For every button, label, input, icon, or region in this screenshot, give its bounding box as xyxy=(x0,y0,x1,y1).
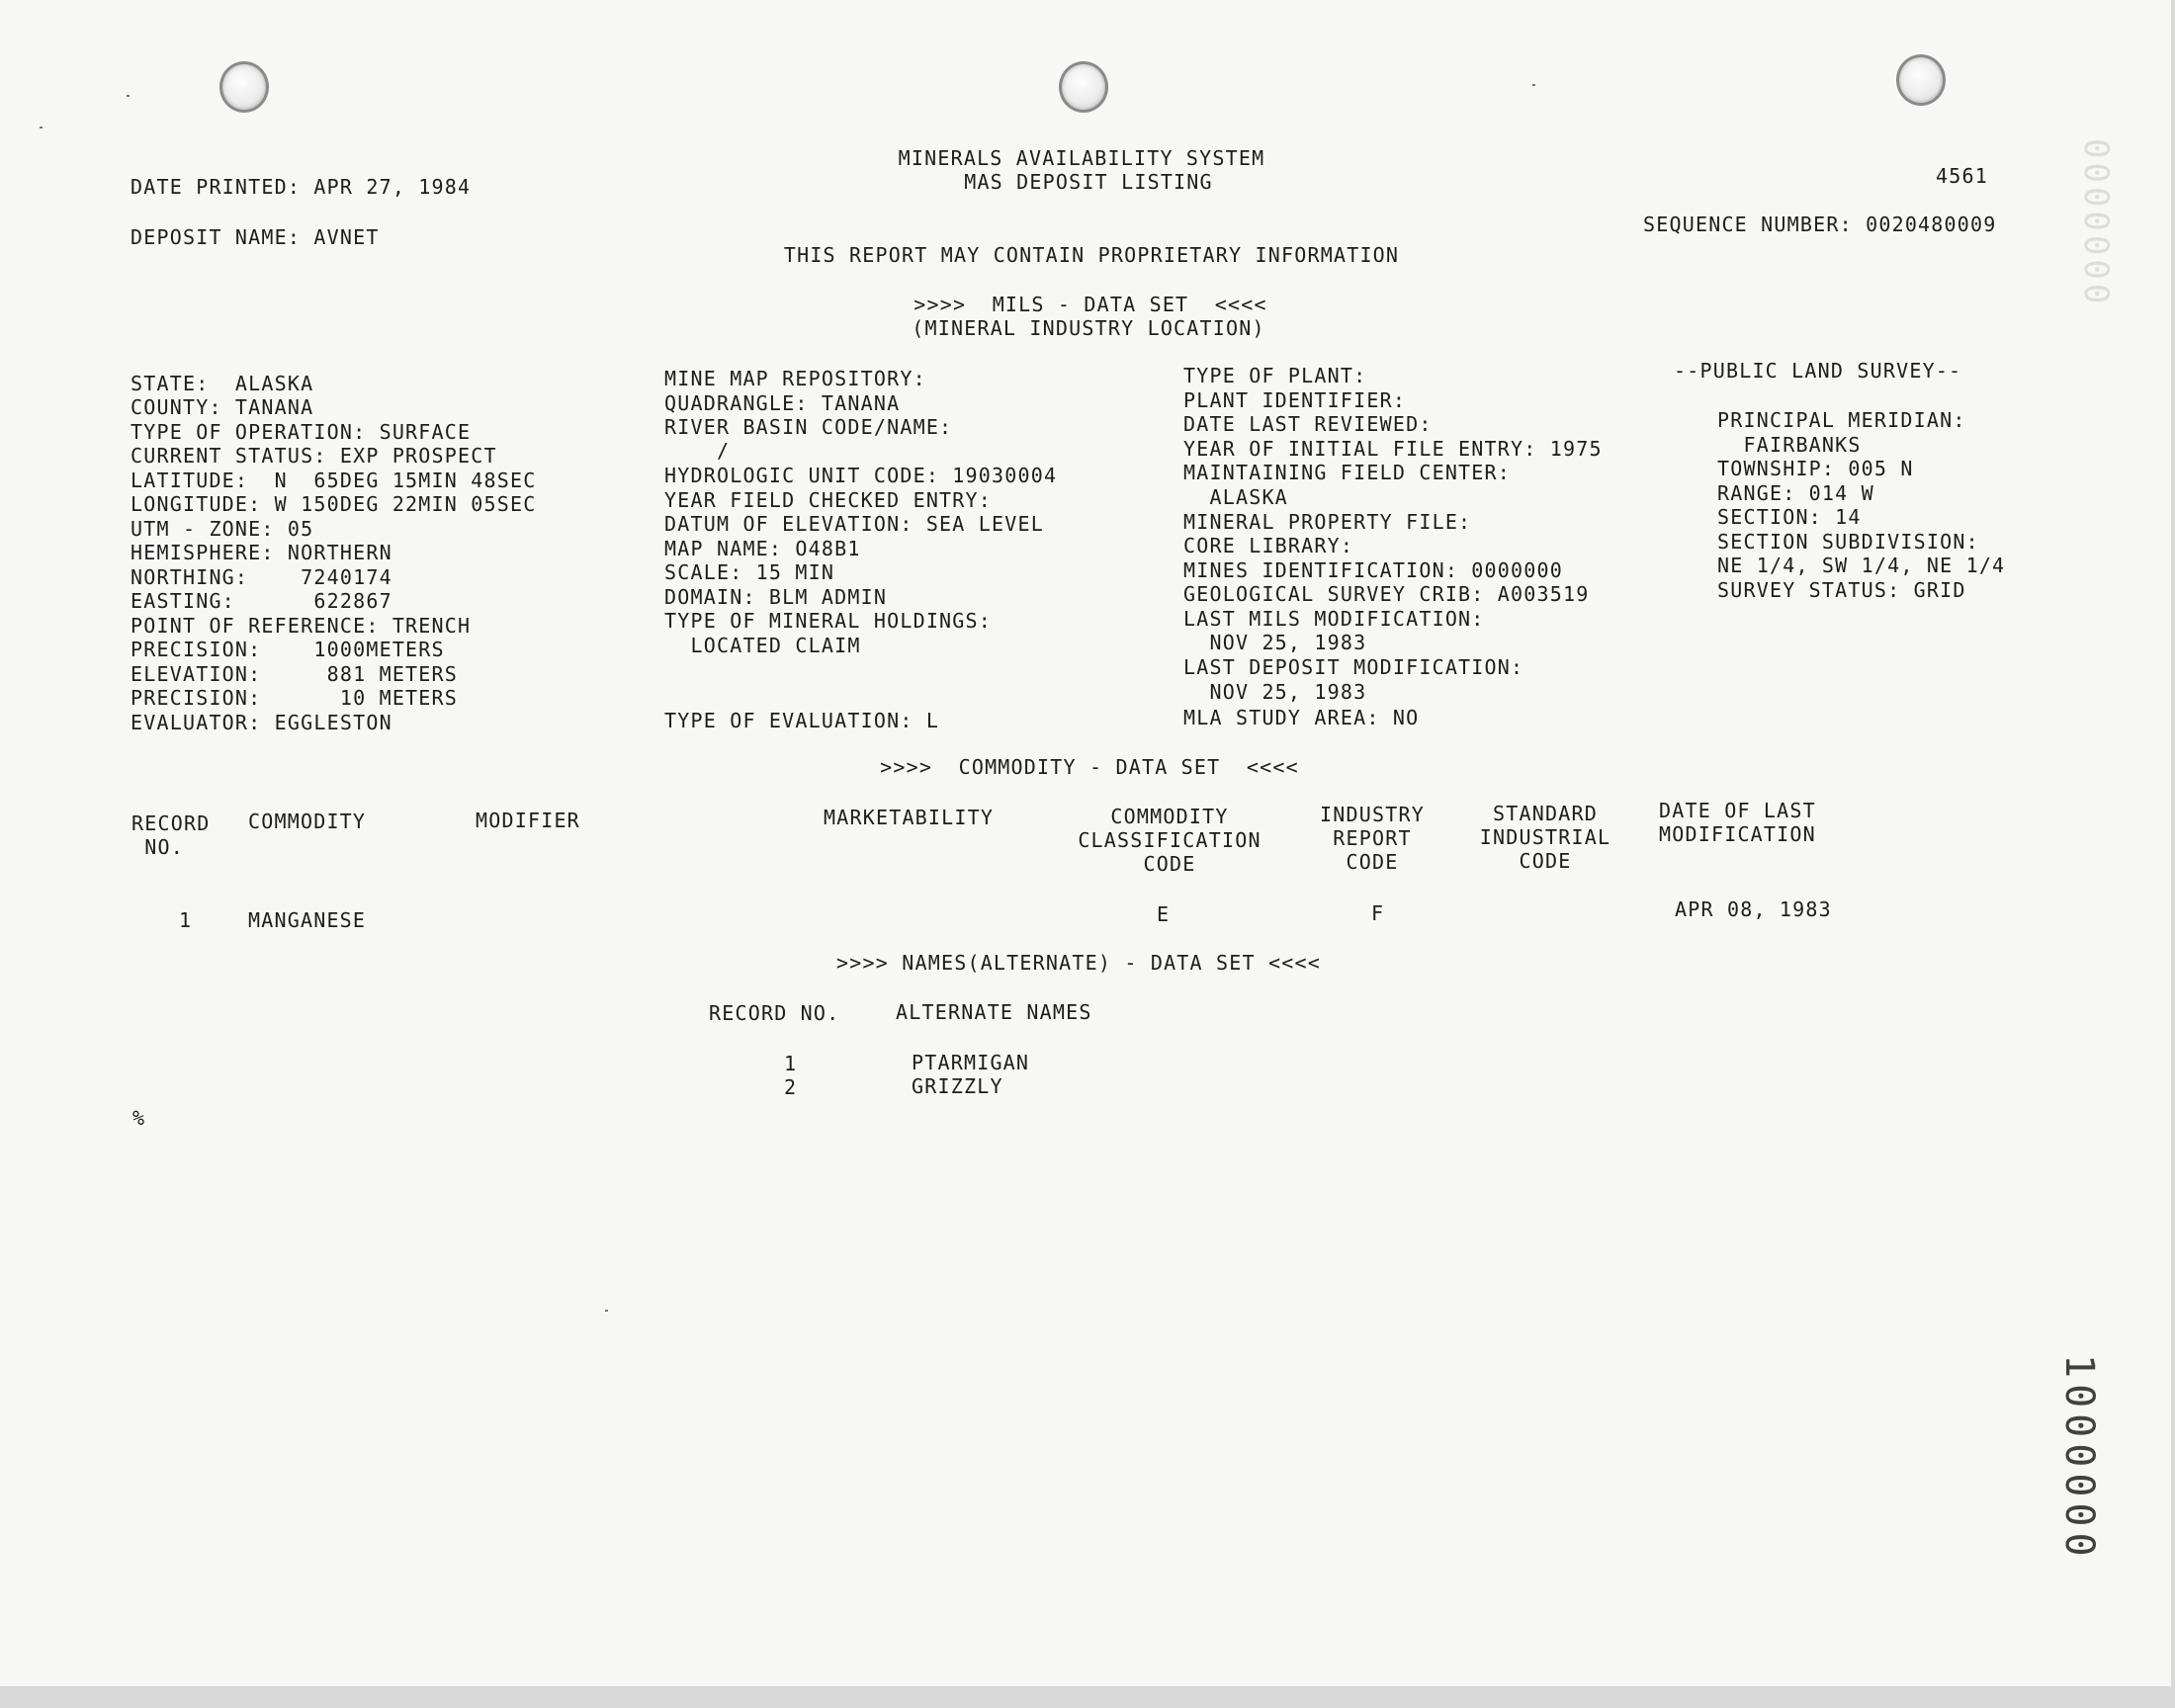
latitude: LATITUDE: N 65DEG 15MIN 48SEC xyxy=(130,469,537,492)
page-number: 4561 xyxy=(1936,164,1988,188)
point-of-reference: POINT OF REFERENCE: TRENCH xyxy=(130,614,472,638)
date-last-reviewed: DATE LAST REVIEWED: xyxy=(1183,412,1433,436)
quadrangle: QUADRANGLE: TANANA xyxy=(664,391,901,415)
mineral-holdings: TYPE OF MINERAL HOLDINGS: xyxy=(664,609,993,633)
section: SECTION: 14 xyxy=(1717,505,1862,529)
cell-industry: F xyxy=(1371,901,1385,925)
geological-survey-crib: GEOLOGICAL SURVEY CRIB: A003519 xyxy=(1183,582,1590,606)
punch-hole-left xyxy=(219,61,269,113)
maintaining-field-center: MAINTAINING FIELD CENTER: xyxy=(1183,461,1512,484)
deposit-name: DEPOSIT NAME: AVNET xyxy=(130,225,380,249)
river-basin-code: RIVER BASIN CODE/NAME: xyxy=(664,415,953,439)
northing: NORTHING: 7240174 xyxy=(130,565,392,589)
column-header-modifier: MODIFIER xyxy=(476,809,580,832)
survey-status: SURVEY STATUS: GRID xyxy=(1717,578,1966,602)
location-precision: PRECISION: 1000METERS xyxy=(130,638,445,661)
punch-hole-center xyxy=(1059,61,1108,113)
elevation: ELEVATION: 881 METERS xyxy=(130,662,459,686)
field-center-value: ALASKA xyxy=(1183,485,1288,509)
datum-of-elevation: DATUM OF ELEVATION: SEA LEVEL xyxy=(664,512,1044,536)
principal-meridian: PRINCIPAL MERIDIAN: xyxy=(1717,408,1966,432)
state: STATE: ALASKA xyxy=(130,372,314,395)
column-header-date: DATE OF LAST MODIFICATION xyxy=(1659,799,1816,846)
range: RANGE: 014 W xyxy=(1717,481,1874,505)
cell-name: PTARMIGAN xyxy=(912,1051,1030,1074)
date-printed: DATE PRINTED: APR 27, 1984 xyxy=(130,175,472,199)
mineral-property-file: MINERAL PROPERTY FILE: xyxy=(1183,510,1472,534)
column-header-standard: STANDARD INDUSTRIAL CODE xyxy=(1479,802,1611,873)
mineral-holdings-value: LOCATED CLAIM xyxy=(664,634,861,657)
easting: EASTING: 622867 xyxy=(130,589,392,613)
cell-record: 1 xyxy=(179,908,193,932)
column-header-classification: COMMODITY CLASSIFICATION CODE xyxy=(1078,805,1262,876)
report-subtitle: MAS DEPOSIT LISTING xyxy=(964,170,1213,194)
type-of-operation: TYPE OF OPERATION: SURFACE xyxy=(130,420,472,444)
cell-commodity: MANGANESE xyxy=(248,908,367,932)
cell-date: APR 08, 1983 xyxy=(1675,897,1832,921)
evaluator: EVALUATOR: EGGLESTON xyxy=(130,711,392,734)
elevation-precision: PRECISION: 10 METERS xyxy=(130,686,459,710)
cell-name: GRIZZLY xyxy=(912,1074,1003,1098)
commodity-heading: >>>> COMMODITY - DATA SET <<<< xyxy=(880,755,1299,779)
domain: DOMAIN: BLM ADMIN xyxy=(664,585,888,609)
principal-meridian-value: FAIRBANKS xyxy=(1717,433,1862,457)
township: TOWNSHIP: 005 N xyxy=(1717,457,1914,480)
type-of-plant: TYPE OF PLANT: xyxy=(1183,364,1367,387)
year-field-checked: YEAR FIELD CHECKED ENTRY: xyxy=(664,488,993,512)
section-subdivision-value: NE 1/4, SW 1/4, NE 1/4 xyxy=(1717,554,2006,577)
map-name: MAP NAME: O48B1 xyxy=(664,537,861,560)
core-library: CORE LIBRARY: xyxy=(1183,534,1354,557)
frame-stamp-top: 0000000 xyxy=(2076,138,2116,308)
scale: SCALE: 15 MIN xyxy=(664,560,835,584)
column-header-record-no: RECORD NO. xyxy=(709,1001,840,1025)
report-title: MINERALS AVAILABILITY SYSTEM xyxy=(898,146,1265,170)
mines-identification: MINES IDENTIFICATION: 0000000 xyxy=(1183,558,1563,582)
column-header-alternate-names: ALTERNATE NAMES xyxy=(896,1000,1092,1024)
river-basin-value: / xyxy=(664,439,731,463)
column-header-record: RECORD NO. xyxy=(131,811,211,859)
year-initial-file-entry: YEAR OF INITIAL FILE ENTRY: 1975 xyxy=(1183,437,1603,461)
last-mils-modification-date: NOV 25, 1983 xyxy=(1183,631,1367,654)
cell-record: 2 xyxy=(784,1075,798,1099)
mine-map-repository: MINE MAP REPOSITORY: xyxy=(664,367,926,390)
plant-identifier: PLANT IDENTIFIER: xyxy=(1183,388,1407,412)
current-status: CURRENT STATUS: EXP PROSPECT xyxy=(130,444,497,468)
utm-zone: UTM - ZONE: 05 xyxy=(130,517,314,541)
last-deposit-modification-date: NOV 25, 1983 xyxy=(1183,680,1367,704)
mils-heading: >>>> MILS - DATA SET <<<< xyxy=(914,293,1267,316)
type-of-evaluation: TYPE OF EVALUATION: L xyxy=(664,709,940,732)
longitude: LONGITUDE: W 150DEG 22MIN 05SEC xyxy=(130,492,537,516)
last-mils-modification: LAST MILS MODIFICATION: xyxy=(1183,607,1485,631)
section-subdivision: SECTION SUBDIVISION: xyxy=(1717,530,1979,554)
punch-hole-right xyxy=(1896,54,1946,106)
last-deposit-modification: LAST DEPOSIT MODIFICATION: xyxy=(1183,655,1524,679)
mils-subheading: (MINERAL INDUSTRY LOCATION) xyxy=(912,316,1265,340)
end-marker: % xyxy=(132,1106,146,1130)
column-header-marketability: MARKETABILITY xyxy=(824,806,995,829)
cell-record: 1 xyxy=(784,1052,798,1075)
county: COUNTY: TANANA xyxy=(130,395,314,419)
proprietary-notice: THIS REPORT MAY CONTAIN PROPRIETARY INFORMATION xyxy=(783,243,1400,267)
column-header-industry: INDUSTRY REPORT CODE xyxy=(1320,803,1425,874)
public-land-survey-heading: --PUBLIC LAND SURVEY-- xyxy=(1674,359,1962,383)
frame-stamp-bottom: 1000000 xyxy=(2056,1354,2102,1563)
sequence-number: SEQUENCE NUMBER: 0020480009 xyxy=(1643,213,1997,236)
hemisphere: HEMISPHERE: NORTHERN xyxy=(130,541,392,564)
cell-classification: E xyxy=(1157,902,1171,926)
column-header-commodity: COMMODITY xyxy=(248,810,367,833)
names-heading: >>>> NAMES(ALTERNATE) - DATA SET <<<< xyxy=(836,951,1321,975)
mla-study-area: MLA STUDY AREA: NO xyxy=(1183,706,1420,729)
hydrologic-unit-code: HYDROLOGIC UNIT CODE: 19030004 xyxy=(664,464,1058,487)
